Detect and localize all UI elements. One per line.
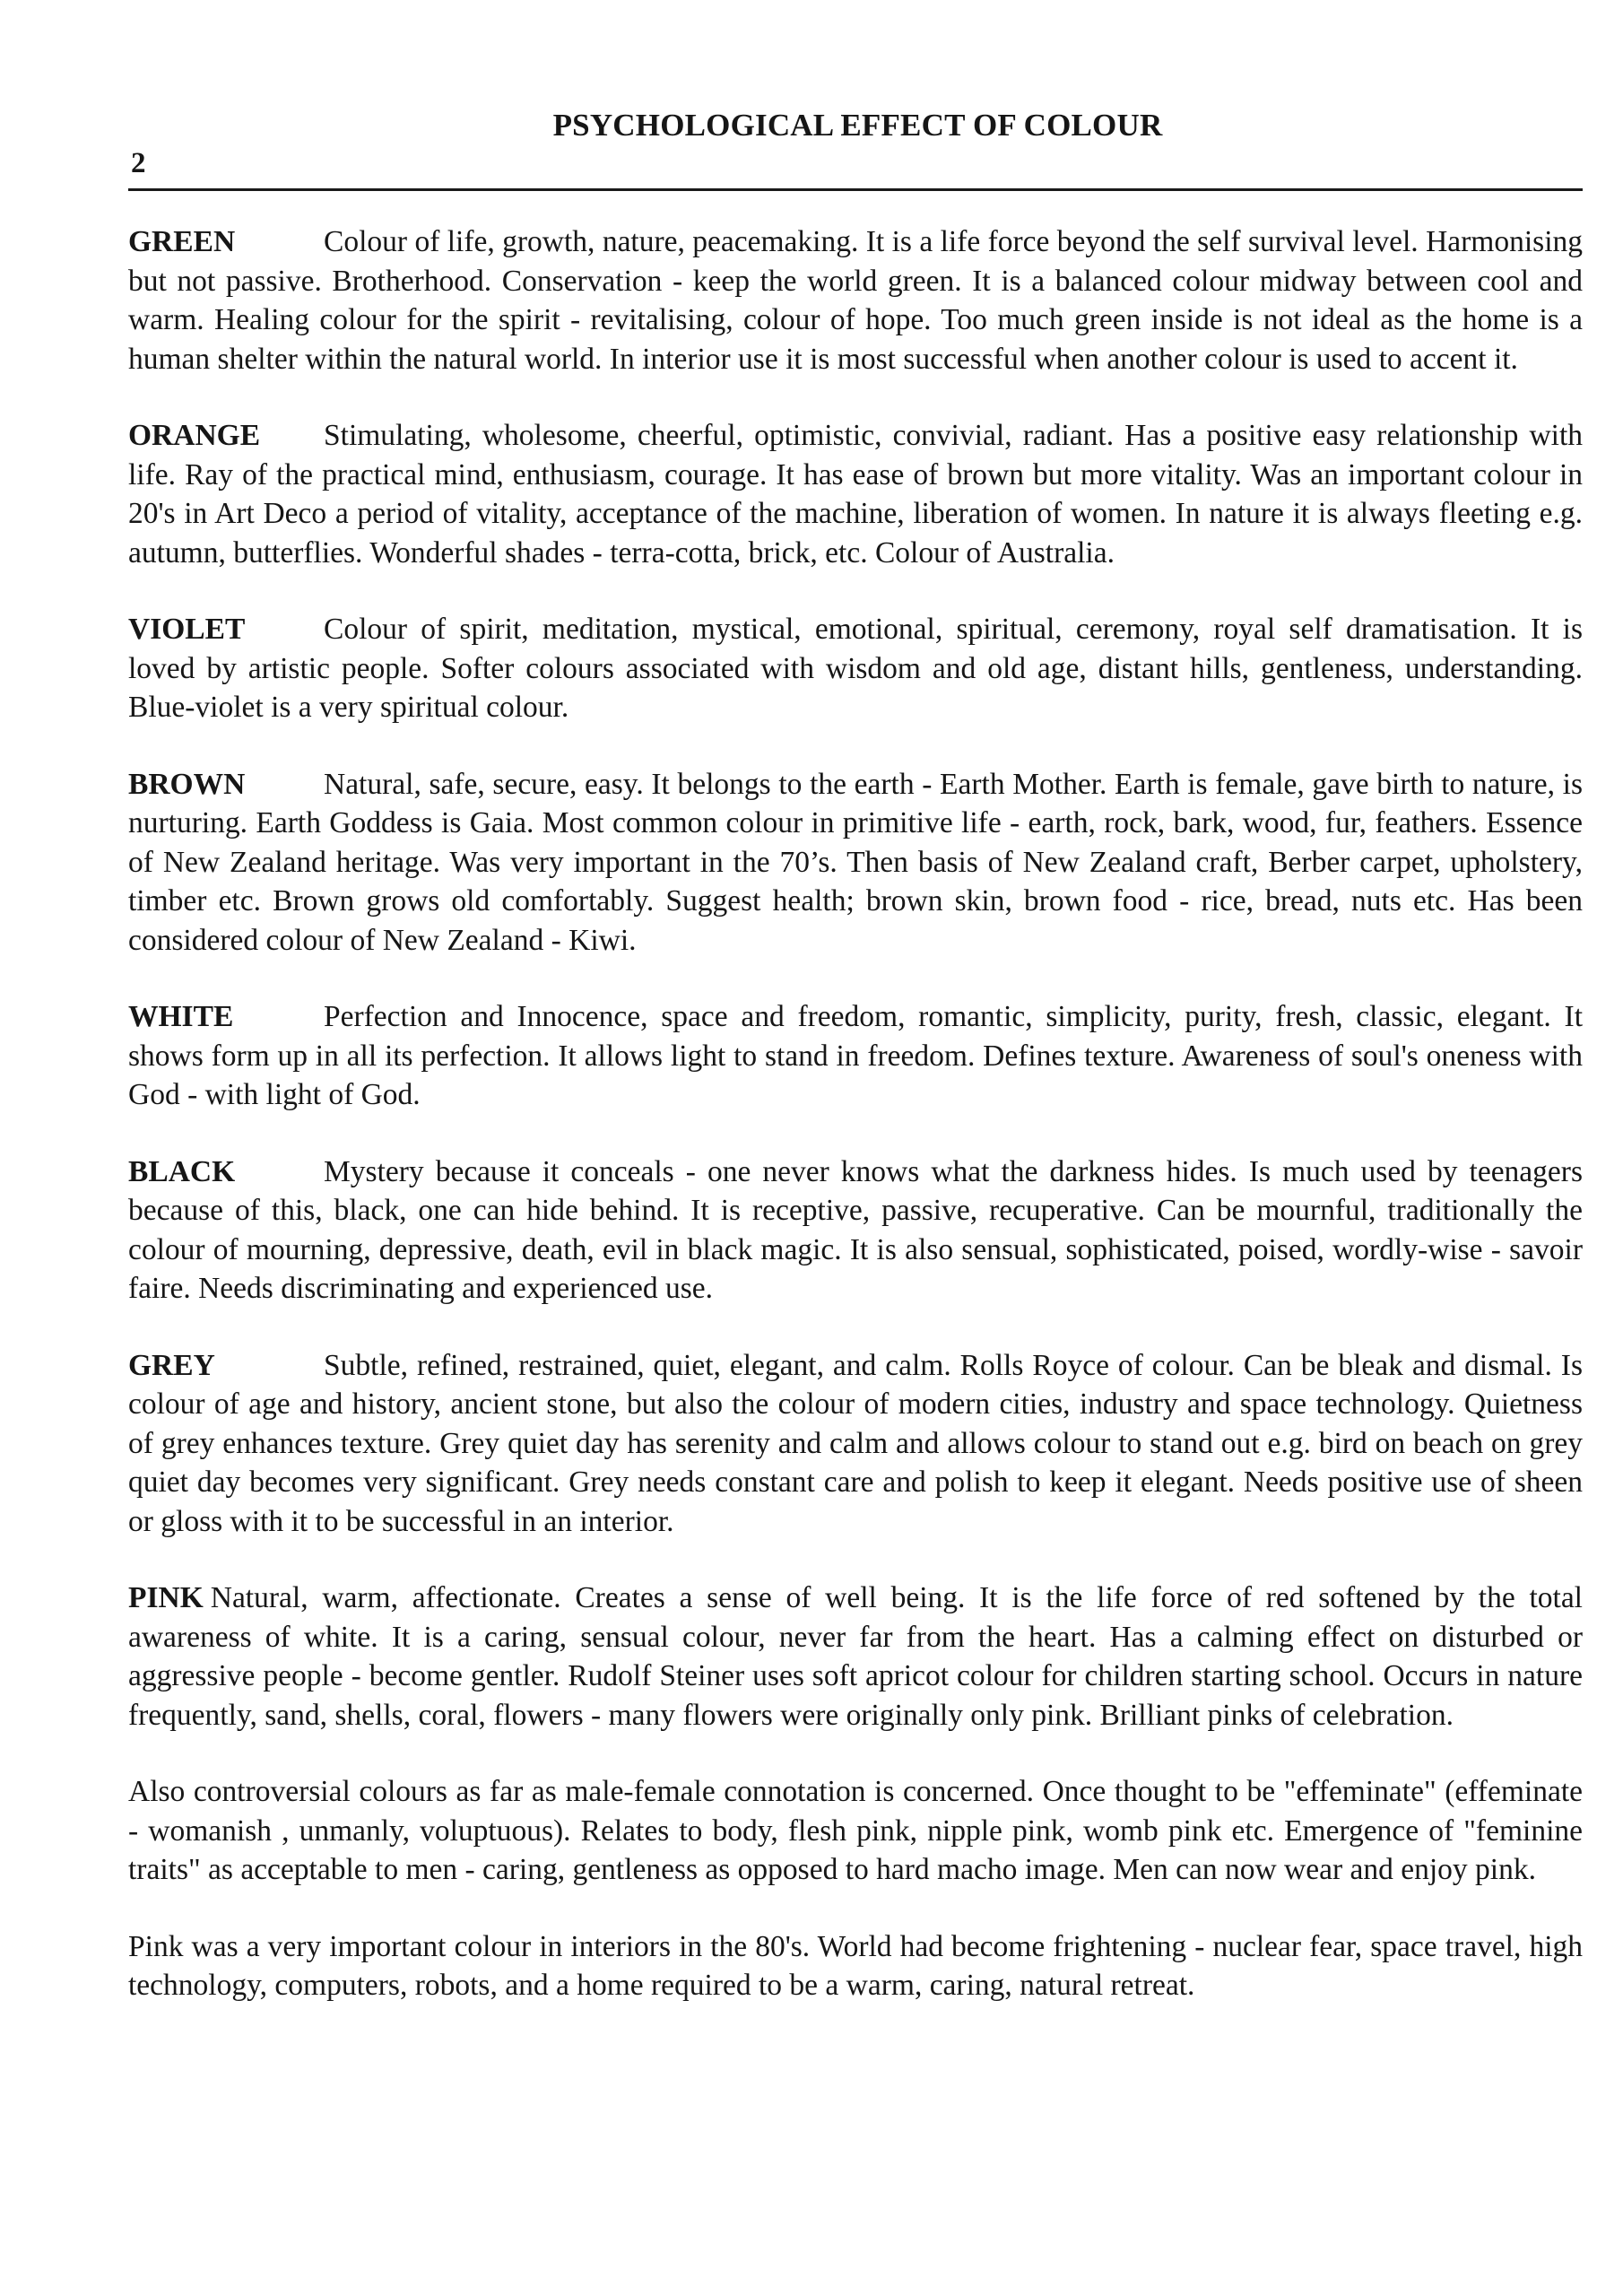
entry-grey <box>128 1346 1583 1542</box>
paragraph-pink-interiors: Pink was a very important colour in interiors in the 80's. World had become frightening - nuclear fear, space travel, high technology, computers, robots, and a home required to be a warm, caring, natural retreat. <box>128 1929 1583 2002</box>
entry-text-orange: Stimulating, wholesome, cheerful, optimistic, convivial, radiant. Has a positive easy relationship with life. Ray of the practical mind, enthusiasm, courage. It has ease of brown but more vitality. Was an important colour in 20's in Art Deco a period of vitality, acceptance of the machine, liberation of women. In nature it is always fleeting e.g. autumn, butterflies. Wonderful shades - terra-cotta, brick, etc. Colour of Australia. <box>128 419 1583 570</box>
entry-green <box>128 222 1583 378</box>
header-divider <box>128 188 1583 191</box>
document-body <box>128 222 1583 2005</box>
term-orange: ORANGE <box>128 419 261 452</box>
entry-text-brown: Natural, safe, secure, easy. It belongs to the earth - Earth Mother. Earth is female, gave birth to nature, is nurturing. Earth Goddess is Gaia. Most common colour in primitive life - earth, rock, bark, wood, fur, feathers. Essence of New Zealand heritage. Was very important in the 70’s. Then basis of New Zealand craft, Berber carpet, upholstery, timber etc. Brown grows old comfortably. Suggest health; brown skin, brown food - rice, bread, nuts etc. Has been considered colour of New Zealand - Kiwi. <box>128 767 1583 957</box>
entry-black <box>128 1152 1583 1309</box>
entry-text-pink: Natural, warm, affectionate. Creates a sense of well being. It is the life force of red softened by the total awareness of white. It is a caring, sensual colour, never far from the heart. Has a calming effect on disturbed or aggressive people - become gentler. Rudolf Steiner uses soft apricot colour for children starting school. Occurs in nature frequently, sand, shells, coral, flowers - many flowers were originally only pink. Brilliant pinks of celebration. <box>128 1581 1583 1732</box>
term-brown: BROWN <box>128 767 246 801</box>
term-black: BLACK <box>128 1154 236 1188</box>
entry-violet <box>128 610 1583 727</box>
entry-text-grey: Subtle, refined, restrained, quiet, elegant, and calm. Rolls Royce of colour. Can be bleak and dismal. Is colour of age and history, ancient stone, but also the colour of modern cities, industry and space technology. Quietness of grey enhances texture. Grey quiet day has serenity and calm and allows colour to stand out e.g. bird on beach on grey quiet day becomes very significant. Grey needs constant care and polish to keep it elegant. Needs positive use of sheen or gloss with it to be successful in an interior. <box>128 1348 1583 1538</box>
entry-brown <box>128 765 1583 961</box>
page-title: PSYCHOLOGICAL EFFECT OF COLOUR <box>552 108 1163 143</box>
entry-text-violet: Colour of spirit, meditation, mystical, emotional, spiritual, ceremony, royal self dramatisation. It is loved by artistic people. Softer colours associated with wisdom and old age, distant hills, gentleness, understanding. Blue-violet is a very spiritual colour. <box>128 613 1583 724</box>
page-number: 2 <box>131 147 146 179</box>
term-grey: GREY <box>128 1348 215 1382</box>
entry-white <box>128 997 1583 1115</box>
entry-orange <box>128 416 1583 572</box>
term-white: WHITE <box>128 1000 234 1033</box>
entry-text-black: Mystery because it conceals - one never knows what the darkness hides. Is much used by teenagers because of this, black, one can hide behind. It is receptive, passive, recuperative. Can be mournful, traditionally the colour of mourning, depressive, death, evil in black magic. It is also sensual, sophisticated, poised, wordly-wise - savoir faire. Needs discriminating and experienced use. <box>128 1154 1583 1305</box>
entry-text-green: Colour of life, growth, nature, peacemaking. It is a life force beyond the self survival level. Harmonising but not passive. Brotherhood. Conservation - keep the world green. It is a balanced colour midway between cool and warm. Healing colour for the spirit - revitalising, colour of hope. Too much green inside is not ideal as the home is a human shelter within the natural world. In interior use it is most successful when another colour is used to accent it. <box>128 225 1583 376</box>
term-violet: VIOLET <box>128 613 246 646</box>
term-green: GREEN <box>128 225 236 258</box>
term-pink: PINK <box>128 1581 204 1614</box>
entry-pink <box>128 1578 1583 1735</box>
paragraph-pink-connotation: Also controversial colours as far as male-female connotation is concerned. Once thought to be "effeminate" (effeminate - womanish , unmanly, voluptuous). Relates to body, flesh pink, nipple pink, womb pink etc. Emergence of "feminine traits" as acceptable to men - caring, gentleness as opposed to hard macho image. Men can now wear and enjoy pink. <box>128 1775 1583 1886</box>
entry-text-white: Perfection and Innocence, space and freedom, romantic, simplicity, purity, fresh, classic, elegant. It shows form up in all its perfection. It allows light to stand in freedom. Defines texture. Awareness of soul's oneness with God - with light of God. <box>128 1000 1583 1111</box>
